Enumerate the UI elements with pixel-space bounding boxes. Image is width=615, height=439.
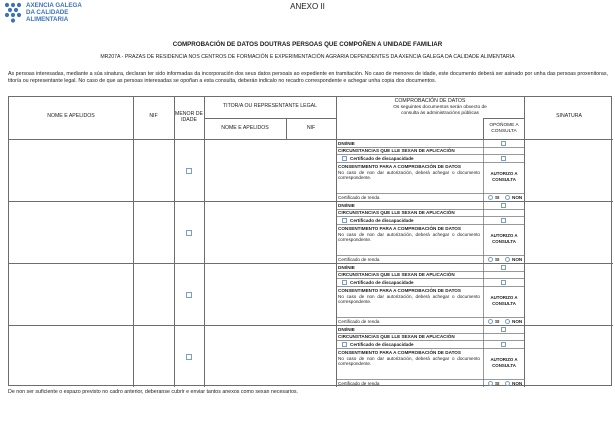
sub-divider <box>336 317 524 318</box>
guardian-nif-input-cell[interactable] <box>286 325 336 387</box>
header-name: NOME E APELIDOS <box>47 113 95 119</box>
column-divider <box>483 263 484 325</box>
footer-note: De non ser suficiente o espazo previsto no cadro anterior, deberanse cubrir e enviar tantos anexos como sexan necesarios. <box>8 389 299 395</box>
sub-divider <box>336 379 524 380</box>
yes-label: SI <box>495 256 500 262</box>
person-row <box>9 201 613 263</box>
sub-divider <box>336 224 524 225</box>
income-label: Certificado de renda <box>338 194 380 200</box>
nif-input-cell[interactable] <box>133 263 174 325</box>
no-radio[interactable] <box>505 195 510 200</box>
minor-checkbox[interactable] <box>186 354 192 360</box>
consent-text: No caso de non dar autorización, deberá achegar o documento correspondente. <box>338 355 480 366</box>
yes-label: SI <box>495 380 500 386</box>
yes-radio[interactable] <box>488 319 493 324</box>
signature-cell[interactable] <box>524 201 613 263</box>
minor-checkbox[interactable] <box>186 292 192 298</box>
oppose-disability-checkbox[interactable] <box>501 156 506 161</box>
name-input-cell[interactable] <box>9 325 133 387</box>
oppose-dni-checkbox[interactable] <box>501 327 506 332</box>
guardian-name-input-cell[interactable] <box>204 263 286 325</box>
header-divider <box>204 118 336 119</box>
oppose-dni-checkbox[interactable] <box>501 265 506 270</box>
consent-text: No caso de non dar autorización, deberá achegar o documento correspondente. <box>338 231 480 242</box>
income-label: Certificado de renda <box>338 380 380 386</box>
guardian-name-input-cell[interactable] <box>204 201 286 263</box>
consent-title: CONSENTIMENTO PARA A COMPROBACIÓN DE DATOS <box>338 163 461 169</box>
dni-label: DNI/NIE <box>338 264 355 270</box>
nif-input-cell[interactable] <box>133 139 174 201</box>
consent-text: No caso de non dar autorización, deberá achegar o documento correspondente. <box>338 169 480 180</box>
income-label: Certificado de renda <box>338 318 380 324</box>
no-radio[interactable] <box>505 257 510 262</box>
name-input-cell[interactable] <box>9 263 133 325</box>
no-label: NON <box>512 380 523 386</box>
income-label: Certificado de renda <box>338 256 380 262</box>
nif-input-cell[interactable] <box>133 325 174 387</box>
signature-cell[interactable] <box>524 325 613 387</box>
authorize-label: AUTORIZO A CONSULTA <box>490 171 518 182</box>
guardian-nif-input-cell[interactable] <box>286 201 336 263</box>
column-divider <box>483 139 484 201</box>
disability-label: Certificado de discapacidade <box>350 217 414 223</box>
no-label: NON <box>512 318 523 324</box>
authorize-label: AUTORIZO A CONSULTA <box>490 295 518 306</box>
disability-label: Certificado de discapacidade <box>350 341 414 347</box>
header-nif: NIF <box>149 113 158 119</box>
header-minor: MENOR DE IDADE <box>175 111 203 124</box>
guardian-nif-input-cell[interactable] <box>286 139 336 201</box>
column-divider <box>286 118 287 139</box>
logo-text: AXENCIA GALEGA DA CALIDADE ALIMENTARIA <box>26 2 82 23</box>
guardian-name-input-cell[interactable] <box>204 325 286 387</box>
oppose-dni-checkbox[interactable] <box>501 141 506 146</box>
signature-cell[interactable] <box>524 139 613 201</box>
disability-checkbox[interactable] <box>342 218 347 223</box>
header-guardian-nif: NIF <box>306 125 316 131</box>
no-label: NON <box>512 194 523 200</box>
oppose-dni-checkbox[interactable] <box>501 203 506 208</box>
guardian-nif-input-cell[interactable] <box>286 263 336 325</box>
dni-label: DNI/NIE <box>338 202 355 208</box>
consent-title: CONSENTIMENTO PARA A COMPROBACIÓN DE DATOS <box>338 287 461 293</box>
signature-cell[interactable] <box>524 263 613 325</box>
sub-divider <box>336 348 524 349</box>
document-title: COMPROBACIÓN DE DATOS DOUTRAS PERSOAS QUE COMPOÑEN A UNIDADE FAMILIAR <box>172 41 443 48</box>
yes-label: SI <box>495 318 500 324</box>
person-row <box>9 139 613 201</box>
minor-checkbox[interactable] <box>186 230 192 236</box>
nif-input-cell[interactable] <box>133 201 174 263</box>
name-input-cell[interactable] <box>9 139 133 201</box>
header-oppose: OPÓÑOME A CONSULTA <box>489 123 519 134</box>
sub-divider <box>336 154 524 155</box>
person-row <box>9 263 613 325</box>
header-data-check-note: Os seguintes documentos serán obxecto de consulta ás administracións públicas <box>393 105 487 116</box>
column-divider <box>483 201 484 263</box>
guardian-name-input-cell[interactable] <box>204 139 286 201</box>
sub-divider <box>336 278 524 279</box>
consent-text: No caso de non dar autorización, deberá achegar o documento correspondente. <box>338 293 480 304</box>
intro-paragraph: As persoas interesadas, mediante a súa sinatura, declaran ter sido informadas da incorporación dos seus datos persoais ao expediente en tramitación. No caso de menores de idade, este documento deberá ser asinado por unha das persoas proxenitoras, titor/a ou representante legal. No caso de que as persoas interesadas se opoñan a esta consulta, deberán indicalo no recadro correspondente e achegar unha copia dos documentos. <box>8 71 608 84</box>
no-radio[interactable] <box>505 319 510 324</box>
dni-label: DNI/NIE <box>338 140 355 146</box>
sub-divider <box>336 255 524 256</box>
consent-title: CONSENTIMENTO PARA A COMPROBACIÓN DE DATOS <box>338 349 461 355</box>
circumstances-label: CIRCUNSTANCIAS QUE LLE SEXAN DE APLICACIÓN <box>338 334 455 339</box>
oppose-disability-checkbox[interactable] <box>501 280 506 285</box>
no-radio[interactable] <box>505 381 510 386</box>
circumstances-label: CIRCUNSTANCIAS QUE LLE SEXAN DE APLICACIÓN <box>338 210 455 215</box>
data-table <box>8 96 612 386</box>
disability-checkbox[interactable] <box>342 280 347 285</box>
consent-title: CONSENTIMENTO PARA A COMPROBACIÓN DE DATOS <box>338 225 461 231</box>
person-row <box>9 325 613 387</box>
header-guardian-name: NOME E APELIDOS <box>221 125 269 131</box>
yes-radio[interactable] <box>488 257 493 262</box>
minor-checkbox[interactable] <box>186 168 192 174</box>
header-divider <box>483 118 524 119</box>
oppose-disability-checkbox[interactable] <box>501 218 506 223</box>
disability-label: Certificado de discapacidade <box>350 155 414 161</box>
authorize-label: AUTORIZO A CONSULTA <box>490 233 518 244</box>
dni-label: DNI/NIE <box>338 326 355 332</box>
name-input-cell[interactable] <box>9 201 133 263</box>
no-label: NON <box>512 256 523 262</box>
document-subtitle: MR207A - PRAZAS DE RESIDENCIA NOS CENTROS DE FORMACIÓN E EXPERIMENTACIÓN AGRARIA DEPENDENTES DA AXENCIA GALEGA DA CALIDADE ALIMENTARIA <box>100 54 515 60</box>
disability-checkbox[interactable] <box>342 342 347 347</box>
sub-divider <box>336 216 524 217</box>
annex-title: ANEXO II <box>290 2 325 11</box>
circumstances-label: CIRCUNSTANCIAS QUE LLE SEXAN DE APLICACIÓN <box>338 272 455 277</box>
disability-checkbox[interactable] <box>342 156 347 161</box>
yes-radio[interactable] <box>488 381 493 386</box>
sub-divider <box>336 286 524 287</box>
sub-divider <box>336 193 524 194</box>
column-divider <box>483 118 484 139</box>
column-divider <box>483 325 484 387</box>
yes-radio[interactable] <box>488 195 493 200</box>
authorize-label: AUTORIZO A CONSULTA <box>490 357 518 368</box>
circumstances-label: CIRCUNSTANCIAS QUE LLE SEXAN DE APLICACIÓN <box>338 148 455 153</box>
yes-label: SI <box>495 194 500 200</box>
sub-divider <box>336 340 524 341</box>
sub-divider <box>336 162 524 163</box>
header-guardian: TITOR/A OU REPRESENTANTE LEGAL <box>222 103 318 109</box>
header-signature: SINATURA <box>556 113 582 119</box>
header-data-check: COMPROBACIÓN DE DATOS <box>394 98 466 104</box>
oppose-disability-checkbox[interactable] <box>501 342 506 347</box>
disability-label: Certificado de discapacidade <box>350 279 414 285</box>
